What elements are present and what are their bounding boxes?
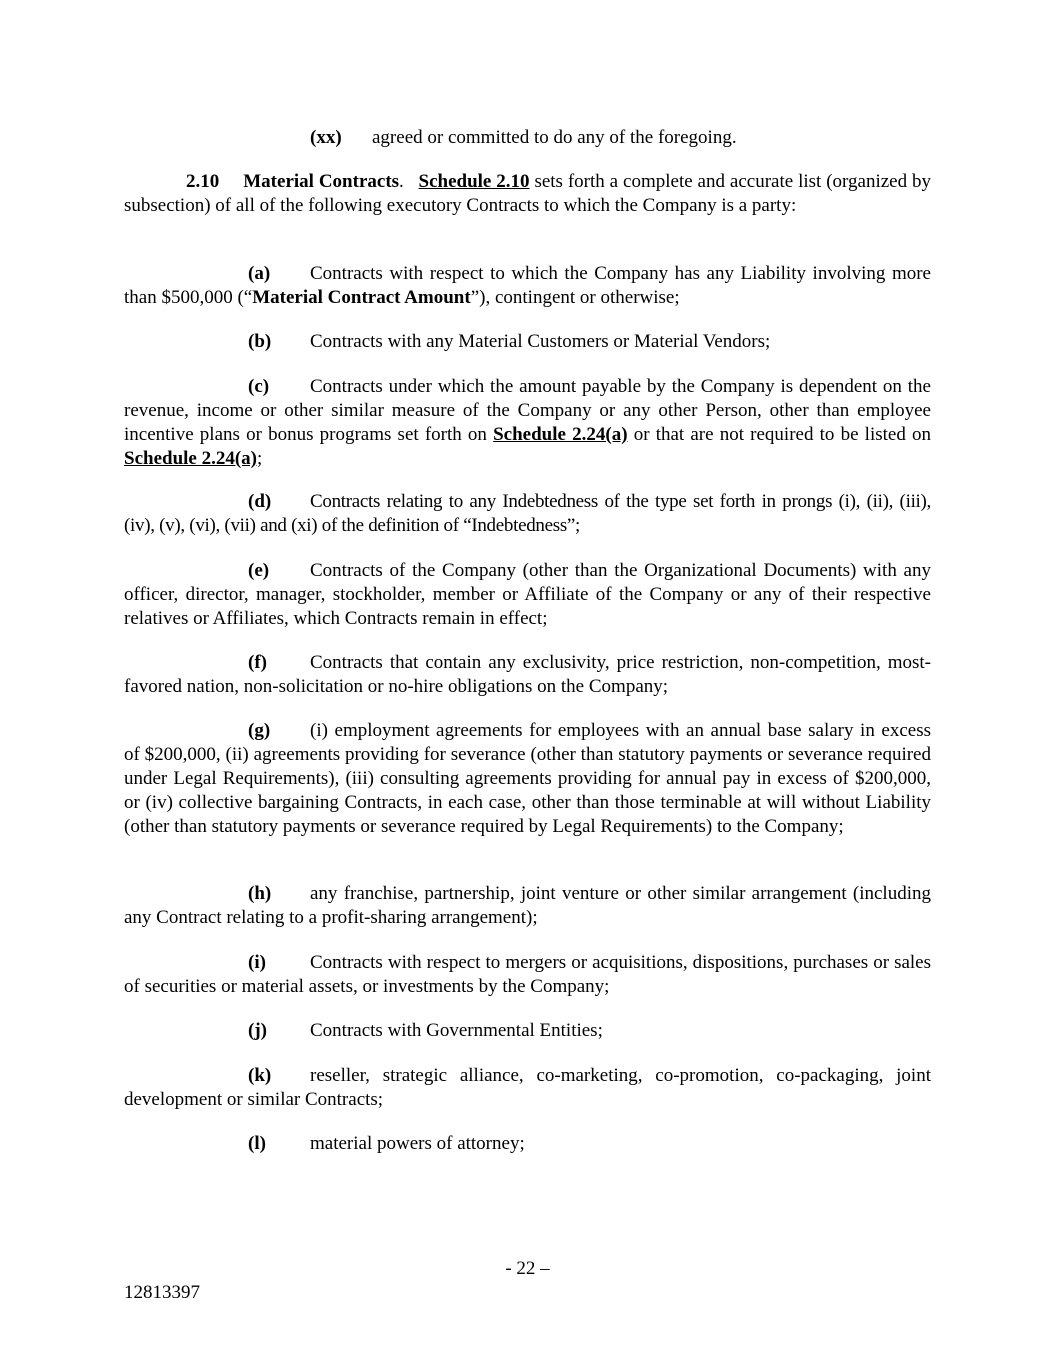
section-text-1: sets forth a complete and accurate list (534, 171, 822, 192)
item-l (124, 1132, 1055, 1156)
item-text: Contracts of the Company (other than the Organizational Documents) with any officer, director, manager, stockholder, member or Affiliate of the Company or any of their respective relatives or Affiliates, which Contracts remain in effect; (124, 560, 931, 629)
item-label: (b) (248, 331, 272, 352)
item-text: Contracts with Governmental Entities; (310, 1020, 603, 1041)
section-2-10 (124, 170, 931, 218)
schedule-ref: Schedule 2.24(a) (493, 424, 628, 445)
item-label: (xx) (310, 127, 342, 148)
item-xx (124, 126, 1055, 150)
item-g (124, 719, 931, 839)
item-e (124, 559, 931, 631)
item-label: (f) (248, 652, 267, 673)
item-label: (e) (248, 560, 270, 581)
item-label: (c) (248, 376, 270, 397)
item-text: reseller, strategic alliance, co-marketing, co-promotion, co-packaging, joint development or similar Contracts; (124, 1065, 931, 1110)
item-text: Contracts with any Material Customers or Material Vendors; (310, 331, 771, 352)
section-period: . (399, 171, 404, 192)
item-text-mid: or that are not required to be listed on (627, 424, 932, 445)
item-text: Contracts relating to any Indebtedness of the type set forth in prongs (i), (ii), (iii), (iv), (v), (vi), (vii) and (xi) of the definition of “Indebtedness”; (124, 491, 931, 536)
item-i (124, 951, 931, 999)
defined-term: Material Contract Amount (252, 287, 471, 308)
item-text: agreed or committed to do any of the foregoing. (372, 127, 737, 148)
item-f (124, 651, 931, 699)
item-d (124, 490, 931, 538)
schedule-ref: Schedule 2.10 (418, 171, 530, 192)
item-text: (i) employment agreements for employees with an annual base salary in excess of $200,000, (ii) agreements providing for severance (other than statutory payments or severance required under Legal Requirements), (iii) consulting agreements providing for annual pay in excess of $200,000, or (iv) collective bargaining Contracts, in each case, other than those terminable at will without Liability (other than statutory payments or severance required by Legal Requirements) to the Company; (124, 720, 931, 837)
section-title: Material Contracts (243, 171, 400, 192)
section-text-2: (organized by subsection) of all of the following executory Contracts to which the Company is a party: (124, 171, 932, 216)
item-b (124, 330, 1055, 354)
document-id: 12813397 (124, 1282, 200, 1303)
item-label: (i) (248, 952, 266, 973)
item-text: Contracts that contain any exclusivity, price restriction, non-competition, most-favored nation, non-solicitation or no-hire obligations on the Company; (124, 652, 931, 697)
item-k (124, 1064, 931, 1112)
item-text: any franchise, partnership, joint venture or other similar arrangement (including any Contract relating to a profit-sharing arrangement); (124, 883, 931, 928)
item-label: (l) (248, 1133, 266, 1154)
item-label: (a) (248, 263, 271, 284)
section-number: 2.10 (186, 171, 220, 192)
item-h (124, 882, 931, 930)
item-a (124, 262, 931, 310)
item-c (124, 375, 931, 471)
schedule-ref: Schedule 2.24(a) (124, 448, 257, 469)
item-label: (k) (248, 1065, 272, 1086)
item-text: Contracts with respect to mergers or acquisitions, dispositions, purchases or sales of securities or material assets, or investments by the Company; (124, 952, 931, 997)
item-text: material powers of attorney; (310, 1133, 525, 1154)
item-label: (j) (248, 1020, 267, 1041)
item-text-end: ; (257, 448, 263, 469)
item-text: Contracts under which the amount payable by the Company is dependent on the revenue, income or other similar measure of the Company or any other Person, other than employee incentive plans or bonus programs set forth on (124, 376, 931, 445)
item-j (124, 1019, 1055, 1043)
item-text-end: ”), contingent or otherwise; (470, 287, 680, 308)
item-label: (g) (248, 720, 271, 741)
item-label: (d) (248, 491, 272, 512)
item-label: (h) (248, 883, 272, 904)
item-text: Contracts with respect to which the Company has any Liability involving more than $500,000 (“ (124, 263, 931, 308)
page-number: - 22 – (505, 1258, 550, 1279)
